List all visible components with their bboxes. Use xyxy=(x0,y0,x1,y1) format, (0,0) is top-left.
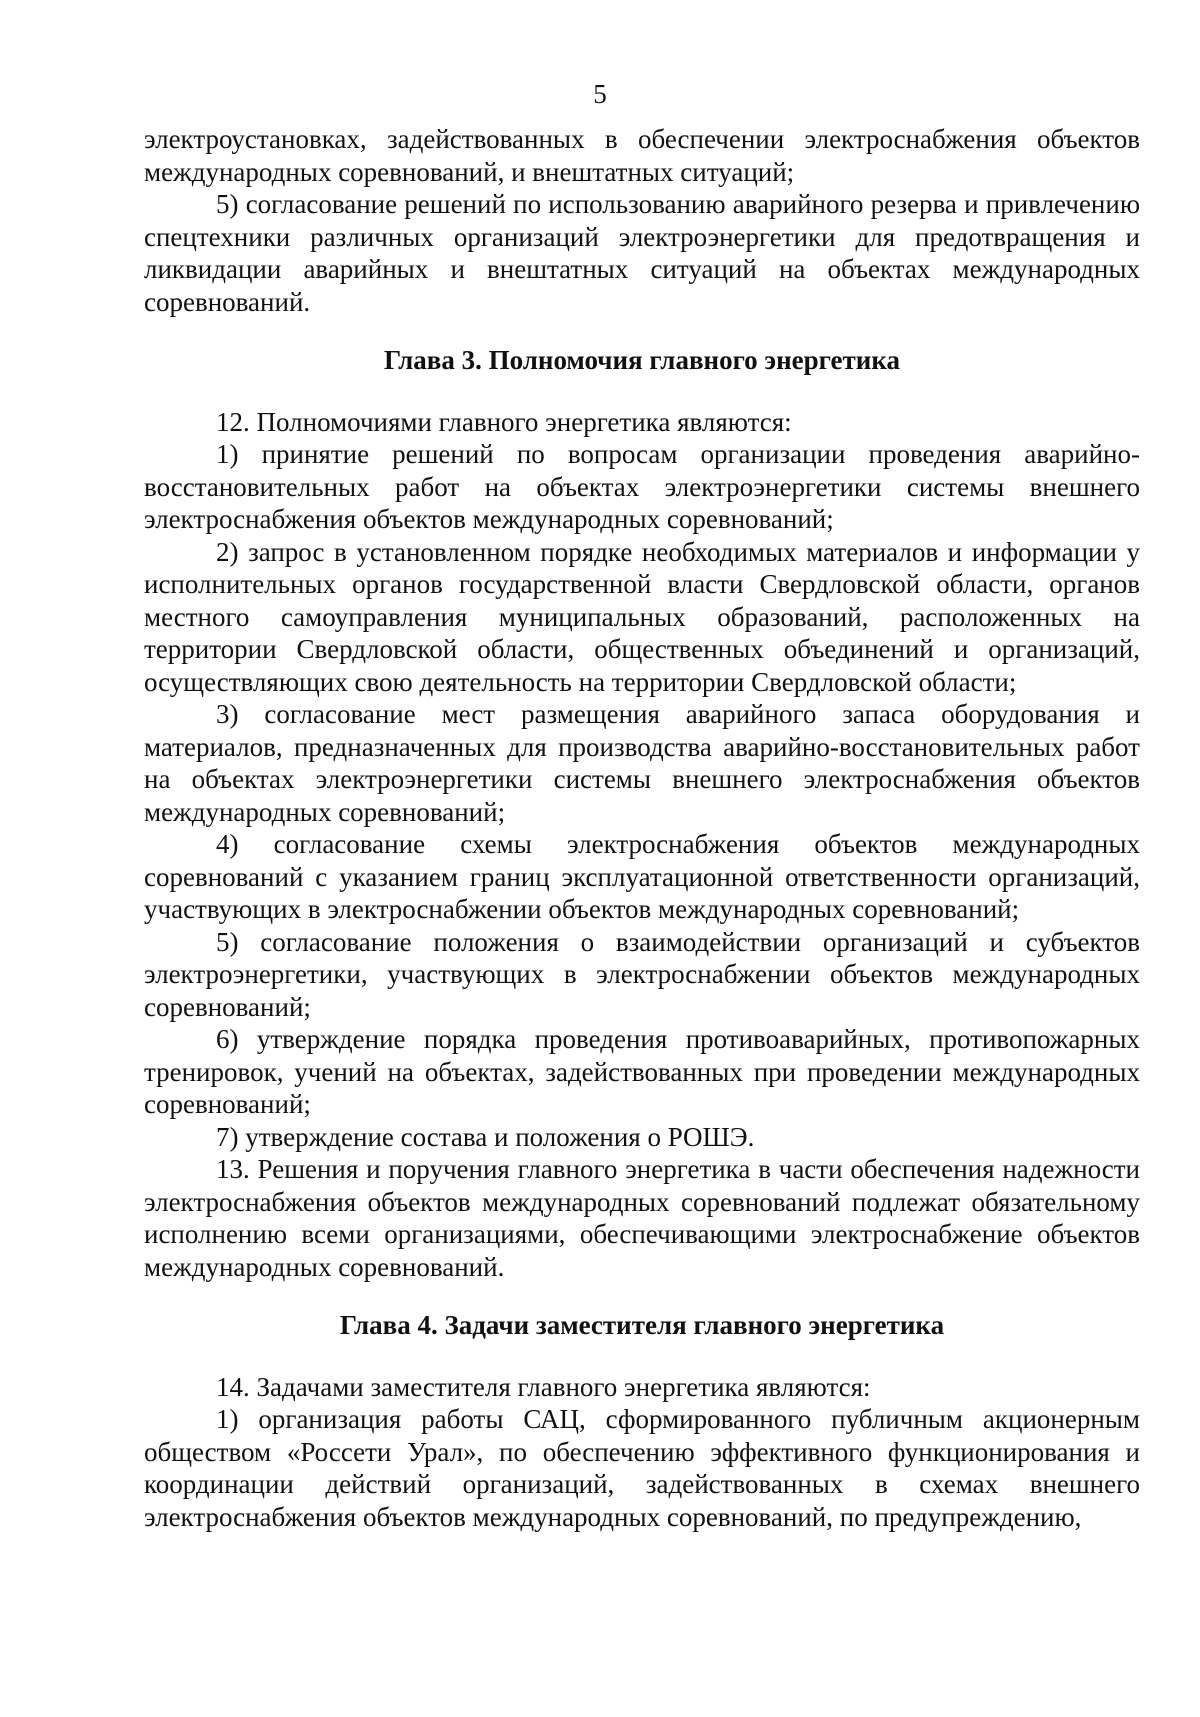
paragraph-13: 13. Решения и поручения главного энергетика в части обеспечения надежности электроснабжения объектов международных соревнований подлежат обязательному исполнению всеми организациями, обеспечивающими электроснабжение объектов международных соревнований. xyxy=(144,1154,1140,1282)
paragraph-12: 12. Полномочиями главного энергетика являются: xyxy=(216,406,792,437)
paragraph-12-item-1: 1) принятие решений по вопросам организации проведения аварийно-восстановительных работ на объектах электроэнергетики системы внешнего электроснабжения объектов международных соревнований; xyxy=(144,439,1140,534)
paragraph-12-item-5: 5) согласование положения о взаимодействии организаций и субъектов электроэнергетики, участвующих в электроснабжении объектов международных соревнований; xyxy=(144,926,1140,1022)
paragraph-12-item-4: 4) согласование схемы электроснабжения объектов международных соревнований с указанием границ эксплуатационной ответственности организаций, участвующих в электроснабжении объектов международных соревнований; xyxy=(144,829,1140,924)
paragraph-12-item-2: 2) запрос в установленном порядке необходимых материалов и информации у исполнительных органов государственной власти Свердловской области, органов местного самоуправления муниципальных образований, расположенных на территории Свердловской области, общественных объединений и организаций, осуществляющих свою деятельность на территории Свердловской области; xyxy=(144,536,1140,697)
paragraph-14: 14. Задачами заместителя главного энергетика являются: xyxy=(216,1371,871,1402)
paragraph-continuation: электроустановках, задействованных в обеспечении электроснабжения объектов международных соревнований, и внештатных ситуаций; xyxy=(144,124,1140,187)
paragraph-14-item-1: 1) организация работы САЦ, сформированного публичным акционерным обществом «Россети Урал», по обеспечению эффективного функционирования и координации действий организаций, задействованных в схемах внешнего электроснабжения объектов международных соревнований, по предупреждению, xyxy=(144,1404,1140,1532)
chapter-4-title: Глава 4. Задачи заместителя главного энергетика xyxy=(339,1310,945,1340)
paragraph-12-item-3: 3) согласование мест размещения аварийного запаса оборудования и материалов, предназначенных для производства аварийно-восстановительных работ на объектах электроэнергетики системы внешнего электроснабжения объектов международных соревнований; xyxy=(144,699,1140,827)
paragraph-item-5: 5) согласование решений по использованию аварийного резерва и привлечению спецтехники различных организаций электроэнергетики для предотвращения и ликвидации аварийных и внештатных ситуаций на объектах международных соревнований. xyxy=(144,189,1140,317)
document-body xyxy=(144,123,1140,1533)
paragraph-12-item-7: 7) утверждение состава и положения о РОШЭ. xyxy=(216,1121,755,1152)
paragraph-12-item-6: 6) утверждение порядка проведения противоаварийных, противопожарных тренировок, учений на объектах, задействованных при проведении международных соревнований; xyxy=(144,1024,1140,1119)
chapter-3-title: Глава 3. Полномочия главного энергетика xyxy=(383,345,901,375)
page-number: 5 xyxy=(593,79,607,109)
